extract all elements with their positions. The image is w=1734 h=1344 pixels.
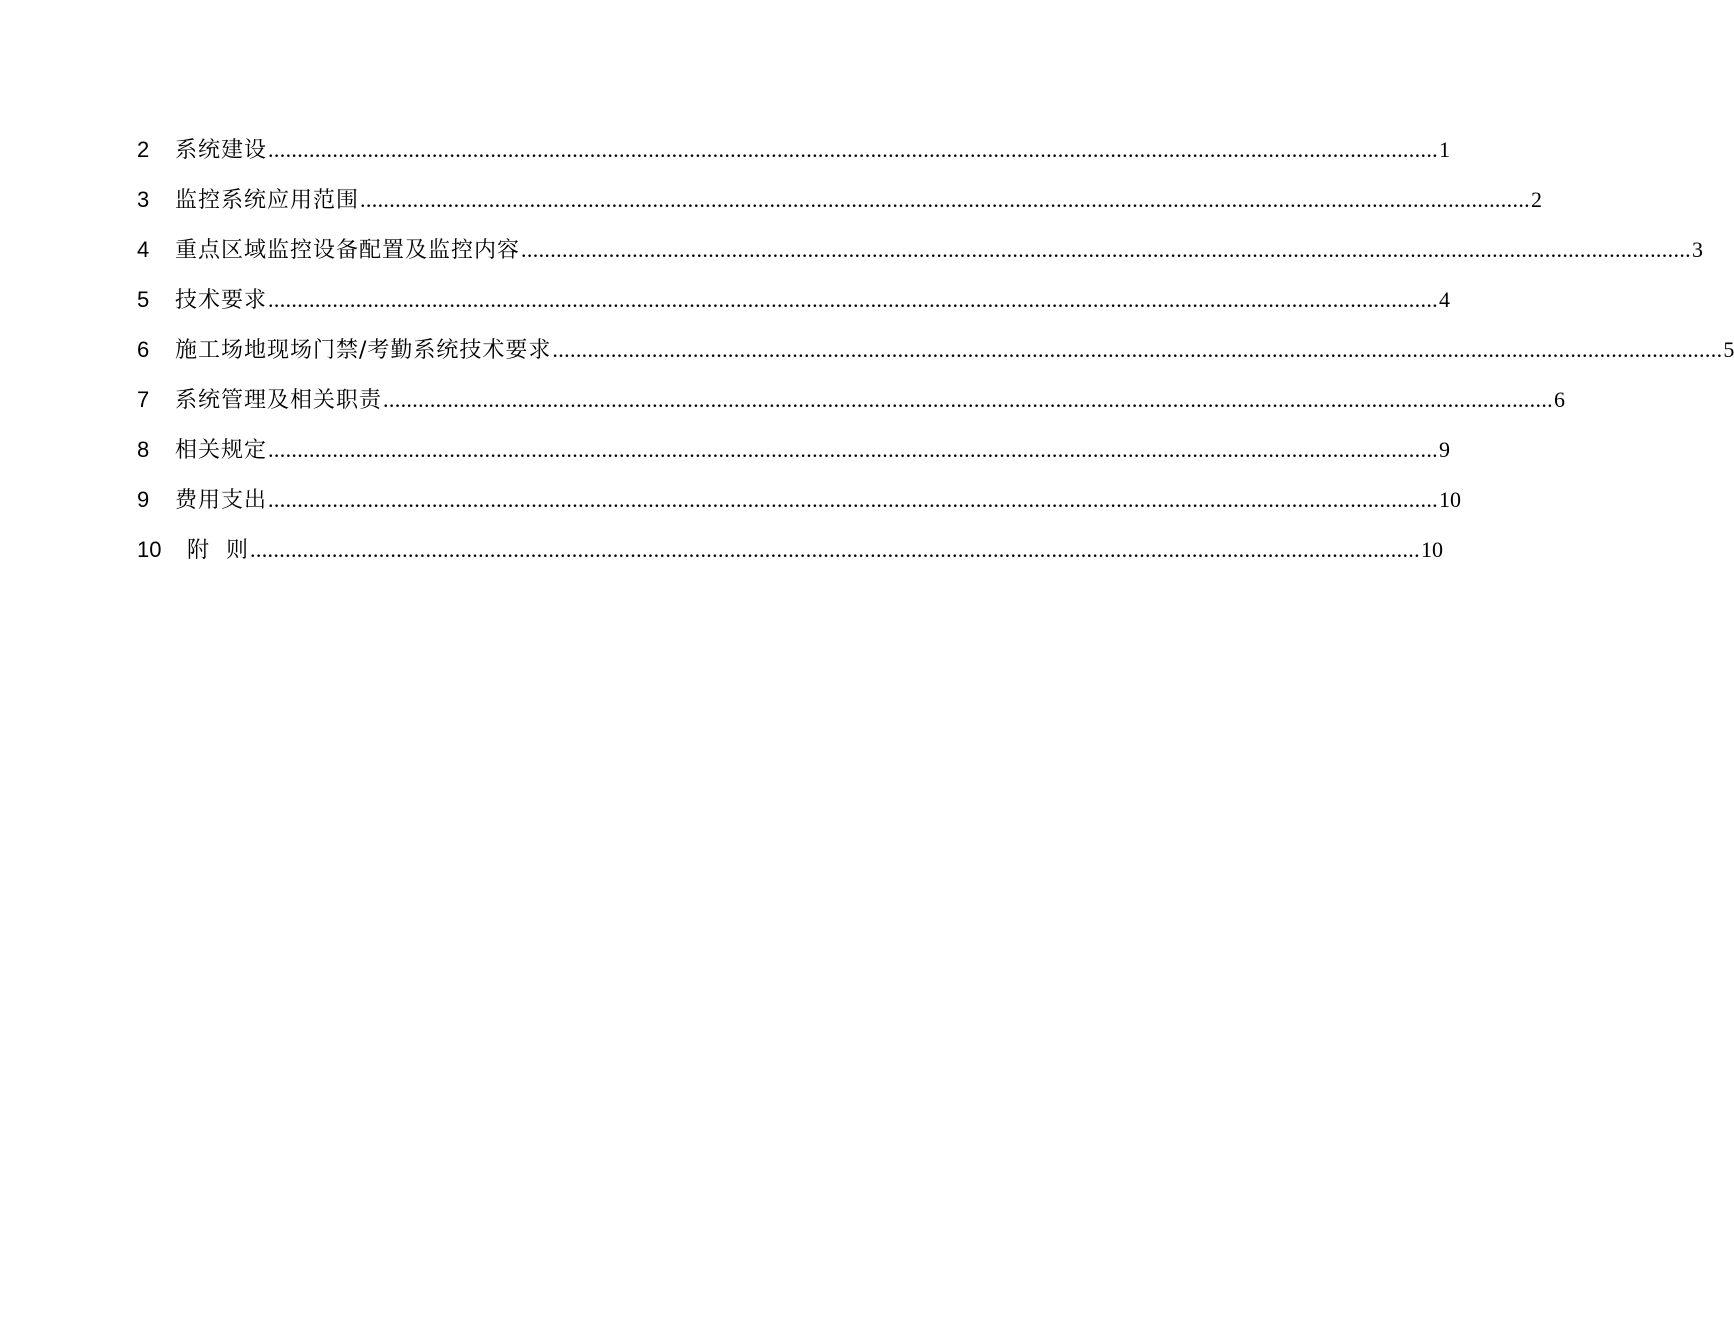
toc-entry-number: 5: [137, 287, 150, 312]
table-of-contents: [137, 125, 1734, 575]
toc-entry-number: 2: [137, 137, 150, 162]
toc-entry-page: 5: [1723, 337, 1734, 362]
toc-entry-number: 9: [137, 487, 150, 512]
toc-dot-leader: ........................................................................................................................................................................................................: [268, 287, 1439, 312]
toc-entry-page: 2: [1531, 187, 1543, 212]
toc-entry-page: 10: [1421, 537, 1443, 562]
toc-entry[interactable]: [137, 275, 1451, 325]
toc-entry[interactable]: [137, 475, 1462, 525]
toc-entry-page: 10: [1439, 487, 1462, 512]
toc-entry-title: 费用支出: [175, 488, 268, 513]
toc-entry[interactable]: [137, 375, 1566, 425]
toc-entry-title: 系统建设: [175, 138, 268, 163]
toc-dot-leader: ........................................................................................................................................................................................................: [521, 237, 1692, 262]
toc-entry-number: 8: [137, 437, 150, 462]
toc-entry-title: 监控系统应用范围: [175, 188, 360, 213]
toc-entry-title: 技术要求: [175, 288, 268, 313]
toc-entry[interactable]: [137, 525, 1443, 575]
toc-dot-leader: ........................................................................................................................................................................................................: [250, 537, 1420, 562]
toc-entry-number: 4: [137, 237, 150, 262]
toc-entry[interactable]: [137, 175, 1543, 225]
toc-dot-leader: ........................................................................................................................................................................................................: [552, 337, 1723, 362]
toc-dot-leader: ........................................................................................................................................................................................................: [360, 187, 1531, 212]
toc-entry-title: 附 则: [187, 538, 249, 563]
toc-entry[interactable]: [137, 425, 1451, 475]
toc-entry-number: 3: [137, 187, 150, 212]
toc-entry-page: 9: [1439, 437, 1451, 462]
toc-entry-title: 系统管理及相关职责: [175, 388, 383, 413]
toc-entry-page: 6: [1554, 387, 1566, 412]
toc-entry[interactable]: [137, 325, 1734, 375]
toc-entry[interactable]: [137, 125, 1451, 175]
toc-entry-number: 10: [137, 537, 162, 562]
toc-entry-page: 1: [1439, 137, 1451, 162]
toc-entry-page: 3: [1692, 237, 1704, 262]
toc-entry[interactable]: [137, 225, 1704, 275]
toc-entry-page: 4: [1439, 287, 1451, 312]
toc-entry-title: 重点区域监控设备配置及监控内容: [175, 238, 521, 263]
toc-dot-leader: ........................................................................................................................................................................................................: [268, 437, 1439, 462]
toc-dot-leader: ........................................................................................................................................................................................................: [268, 487, 1439, 512]
toc-entry-title: 施工场地现场门禁/考勤系统技术要求: [175, 338, 552, 363]
toc-entry-number: 7: [137, 387, 150, 412]
toc-entry-number: 6: [137, 337, 150, 362]
toc-dot-leader: ........................................................................................................................................................................................................: [383, 387, 1554, 412]
toc-dot-leader: ........................................................................................................................................................................................................: [268, 137, 1439, 162]
toc-entry-title: 相关规定: [175, 438, 268, 463]
